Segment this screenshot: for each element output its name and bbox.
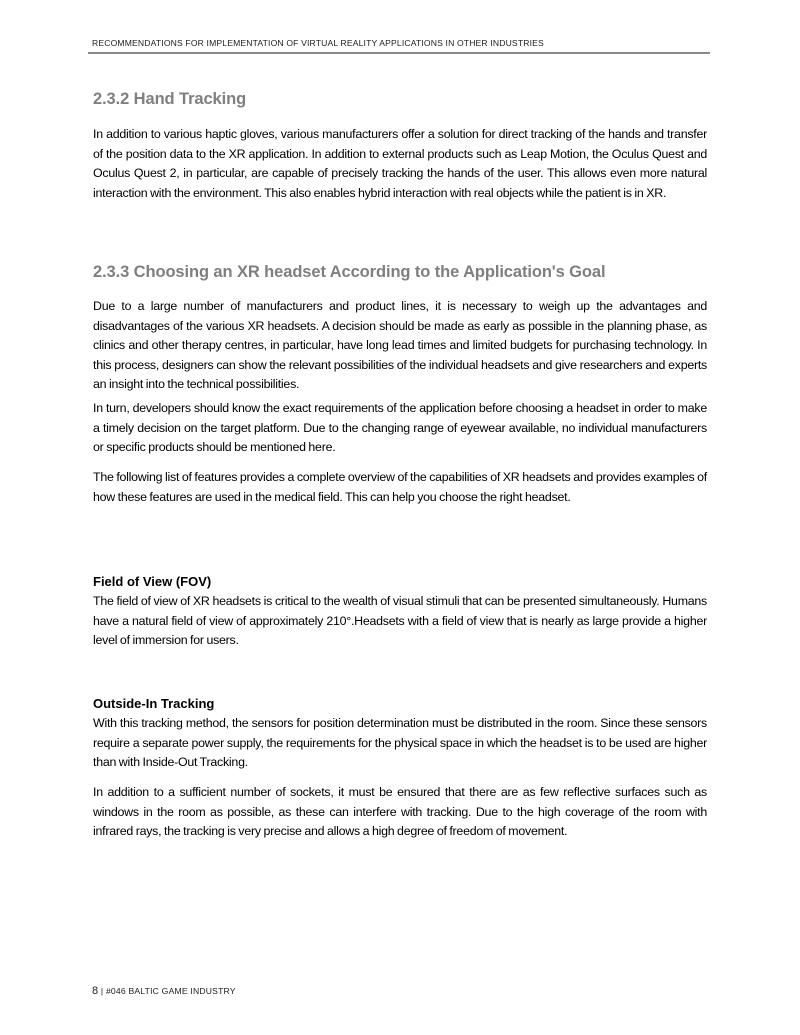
header-rule xyxy=(88,52,710,54)
paragraph: In turn, developers should know the exact requirements of the application before choosing a headset in order to make a timely decision on the target platform. Due to the changing range of eyewear available, no individual manufacturers or specific products should be mentioned here. xyxy=(93,401,707,455)
section-heading-choosing-headset: 2.3.3 Choosing an XR headset According to the Application's Goal xyxy=(93,263,606,281)
publication-title: #046 BALTIC GAME INDUSTRY xyxy=(105,986,236,996)
paragraph: With this tracking method, the sensors for position determination must be distributed in the room. Since these sensors require a separate power supply, the requirements for the physical space in which the headset is to be used are higher than with Inside-Out Tracking. xyxy=(93,716,707,770)
paragraph: The following list of features provides a complete overview of the capabilities of XR headsets and provides examples of how these features are used in the medical field. This can help you choose the right headset. xyxy=(93,470,707,504)
paragraph: In addition to a sufficient number of sockets, it must be ensured that there are as few reflective surfaces such as windows in the room as possible, as these can interfere with tracking. Due to the high coverage of the room with infrared rays, the tracking is very precise and allows a high degree of freedom of movement. xyxy=(93,785,707,839)
running-header: RECOMMENDATIONS FOR IMPLEMENTATION OF VIRTUAL REALITY APPLICATIONS IN OTHER INDUSTRIES xyxy=(92,38,544,48)
paragraph: In addition to various haptic gloves, various manufacturers offer a solution for direct tracking of the hands and transfer of the position data to the XR application. In addition to external products such as Leap Motion, the Oculus Quest and Oculus Quest 2, in particular, are capable of precisely tracking the hands of the user. This allows even more natural interaction with the environment. This also enables hybrid interaction with real objects while the patient is in XR. xyxy=(93,127,707,200)
paragraph: The field of view of XR headsets is critical to the wealth of visual stimuli that can be presented simultaneously. Humans have a natural field of view of approximately 210°.Headsets with a field of view that is nearly as large provide a higher level of immersion for users. xyxy=(93,594,707,648)
page-number: 8 xyxy=(92,985,99,997)
subheading-field-of-view: Field of View (FOV) xyxy=(93,574,212,589)
footer-separator: | xyxy=(98,986,106,996)
subheading-outside-in-tracking: Outside-In Tracking xyxy=(93,696,215,711)
paragraph: Due to a large number of manufacturers and product lines, it is necessary to weigh up the advantages and disadvantages of the various XR headsets. A decision should be made as early as possible in the planning phase, as clinics and other therapy centres, in particular, have long lead times and limited budgets for purchasing technology. In this process, designers can show the relevant possibilities of the individual headsets and give researchers and experts an insight into the technical possibilities. xyxy=(93,299,707,392)
section-heading-hand-tracking: 2.3.2 Hand Tracking xyxy=(93,90,247,108)
page-footer xyxy=(92,985,236,997)
